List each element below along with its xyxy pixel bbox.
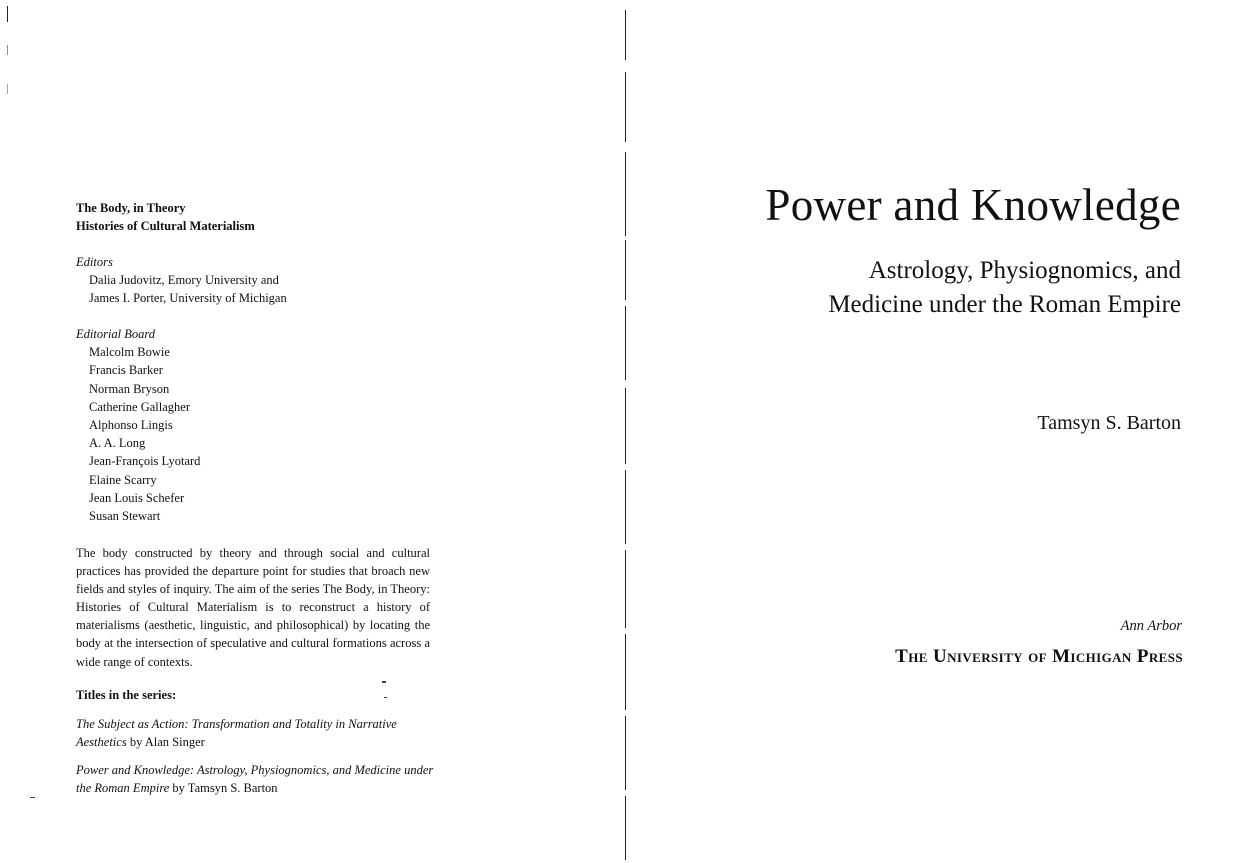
book-author-name: Tamsyn S. Barton: [1037, 412, 1181, 434]
board-member: Malcolm Bowie: [89, 345, 170, 360]
publication-place: Ann Arbor: [1120, 618, 1182, 634]
book-author: by Tamsyn S. Barton: [172, 781, 278, 796]
editors-block: [76, 253, 287, 308]
series-title-entry: [76, 761, 446, 797]
book-subtitle: [828, 254, 1181, 322]
subtitle-line-1: Astrology, Physiognomics, and: [868, 257, 1181, 284]
board-member: Norman Bryson: [89, 381, 170, 396]
board-member: Jean-François Lyotard: [89, 454, 201, 469]
title-page: [627, 0, 1238, 863]
series-description: The body constructed by theory and through social and cultural practices has provided the departure point for studies that broach new fields and styles of inquiry. The aim of the series The Body, in Theory: Histories of Cultural Materialism is to reconstruct a history of materialisms (aesthetic, linguistic, and philosophical) by locating the body at the intersection of speculative and cultural formations across a wide range of contexts.: [76, 546, 430, 669]
book-author: by Alan Singer: [129, 735, 205, 750]
series-heading: [76, 199, 255, 235]
board-member: A. A. Long: [89, 436, 146, 451]
series-subtitle: Histories of Cultural Materialism: [76, 219, 255, 233]
book-title: The Subject as Action: Transformation and Totality in Narrative Aesthetics: [76, 717, 397, 750]
subtitle-line-2: Medicine under the Roman Empire: [828, 291, 1181, 318]
board-member: Catherine Gallagher: [89, 399, 190, 414]
board-member: Susan Stewart: [89, 509, 161, 524]
book-main-title: Power and Knowledge: [765, 180, 1181, 230]
editorial-board-block: [76, 325, 200, 525]
series-title-entry: [76, 715, 446, 751]
board-member: Jean Louis Schefer: [89, 490, 185, 505]
editor-name: Dalia Judovitz, Emory University and: [89, 273, 279, 288]
editorial-board-label: Editorial Board: [76, 327, 156, 341]
book-title: Power and Knowledge: Astrology, Physiognomics, and Medicine under the Roman Empire: [76, 763, 434, 796]
board-member: Francis Barker: [89, 363, 163, 378]
editors-label: Editors: [76, 255, 113, 269]
editor-name: James I. Porter, University of Michigan: [89, 291, 287, 306]
board-member: Alphonso Lingis: [89, 418, 173, 433]
titles-heading: Titles in the series:: [76, 688, 177, 702]
publisher-name: The University of Michigan Press: [895, 646, 1183, 667]
board-member: Elaine Scarry: [89, 472, 157, 487]
series-name: The Body, in Theory: [76, 201, 186, 215]
